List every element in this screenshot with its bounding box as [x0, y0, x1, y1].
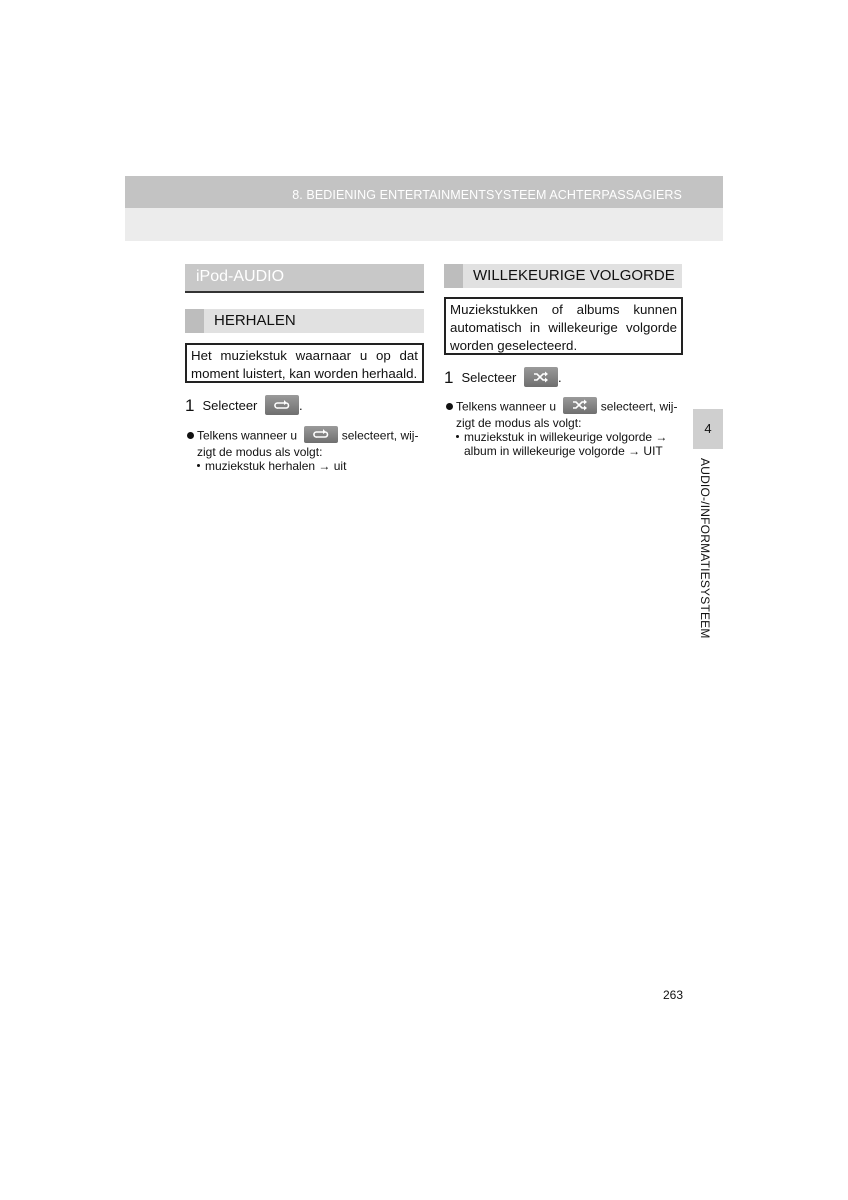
- bullet-text-line2: zigt de modus als volgt:: [197, 445, 323, 459]
- step-after: .: [558, 370, 562, 385]
- step-number: 1: [185, 396, 195, 415]
- bullet-herhalen: [187, 428, 424, 460]
- subhead-marker: [444, 264, 463, 288]
- step-1-herhalen: [185, 395, 303, 417]
- bullet-icon: [446, 403, 453, 410]
- sub-item-continuation: [464, 444, 663, 459]
- shuffle-button-inline[interactable]: [563, 397, 597, 414]
- sub-item-text: album in willekeurige volgorde → UIT: [464, 444, 663, 458]
- info-box-herhalen: Het muziekstuk waarnaar u op dat moment luistert, kan worden herhaald.: [185, 343, 424, 383]
- bullet-text-after: selecteert, wij-: [341, 428, 419, 443]
- shuffle-icon: [533, 371, 549, 383]
- step-text: Selecteer: [202, 398, 258, 413]
- info-box-willekeurig: Muziekstukken of albums kunnen automatisch in willekeurige volgorde worden geselecteerd.: [444, 297, 683, 355]
- sub-item: [456, 430, 683, 445]
- sub-item-text: muziekstuk in willekeurige volgorde →: [464, 430, 668, 444]
- bullet-text: Telkens wanneer u: [456, 399, 557, 414]
- bullet-text-line2: zigt de modus als volgt:: [456, 416, 582, 430]
- sub-bullet: [197, 464, 200, 467]
- bullet-text-after: selecteert, wij-: [600, 399, 678, 414]
- repeat-icon: [274, 399, 290, 411]
- shuffle-button[interactable]: [524, 367, 558, 387]
- repeat-button[interactable]: [265, 395, 299, 415]
- step-number: 1: [444, 368, 454, 387]
- step-text: Selecteer: [461, 370, 517, 385]
- sub-item-text: muziekstuk herhalen → uit: [205, 459, 347, 473]
- header-bar: [125, 176, 723, 208]
- chapter-title: 8. BEDIENING ENTERTAINMENTSYSTEEM ACHTERPASSAGIERS: [292, 188, 682, 202]
- section-title: [185, 264, 424, 293]
- sub-bullet: [456, 435, 459, 438]
- bullet-text: Telkens wanneer u: [197, 428, 298, 443]
- bullet-willekeurig: [446, 399, 683, 431]
- subhead-label: WILLEKEURIGE VOLGORDE: [473, 267, 675, 284]
- subhead-herhalen: [185, 309, 424, 333]
- shuffle-icon: [572, 399, 588, 411]
- repeat-button-inline[interactable]: [304, 426, 338, 443]
- section-title-text: iPod-AUDIO: [196, 268, 285, 285]
- page-number: 263: [663, 988, 684, 1002]
- bullet-icon: [187, 432, 194, 439]
- subhead-marker: [185, 309, 204, 333]
- step-after: .: [299, 398, 303, 413]
- chapter-tab-number: 4: [693, 409, 723, 449]
- chapter-side-label: AUDIO-/INFORMATIESYSTEEM: [698, 458, 712, 639]
- subhead-label: HERHALEN: [214, 312, 296, 329]
- step-1-willekeurig: [444, 367, 562, 389]
- sub-item: [197, 459, 346, 474]
- repeat-icon: [313, 428, 329, 440]
- subhead-willekeurig: [444, 264, 682, 288]
